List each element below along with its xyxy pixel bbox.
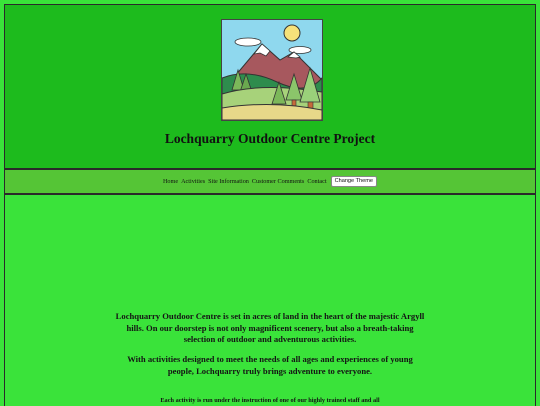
nav-item-site-information[interactable]: Site Information bbox=[208, 178, 249, 185]
nav-item-contact[interactable]: Contact bbox=[307, 178, 327, 185]
activities-paragraph: With activities designed to meet the needs of all ages and experiences of young people, Lochquarry truly brings adventure to everyone. bbox=[127, 354, 413, 376]
intro-paragraph: Lochquarry Outdoor Centre is set in acres of land in the heart of the majestic Argyll hills. On our doorstep is not only magnificent scenery, but also a breath-taking selection of outdoor and adventurous activities. bbox=[115, 311, 425, 345]
change-theme-button[interactable]: Change Theme bbox=[331, 176, 377, 186]
outdoor-landscape-logo-icon bbox=[221, 19, 323, 121]
main-nav bbox=[4, 169, 536, 194]
nav-item-home[interactable]: Home bbox=[162, 178, 179, 185]
page-header bbox=[4, 4, 536, 169]
nav-item-activities[interactable]: Activities bbox=[181, 178, 206, 185]
nav-item-customer-comments[interactable]: Customer Comments bbox=[251, 178, 305, 185]
instruction-paragraph: Each activity is run under the instruction of one of our highly trained staff and all bbox=[160, 397, 380, 404]
main-content bbox=[4, 194, 536, 406]
site-title: Lochquarry Outdoor Centre Project bbox=[164, 131, 376, 146]
